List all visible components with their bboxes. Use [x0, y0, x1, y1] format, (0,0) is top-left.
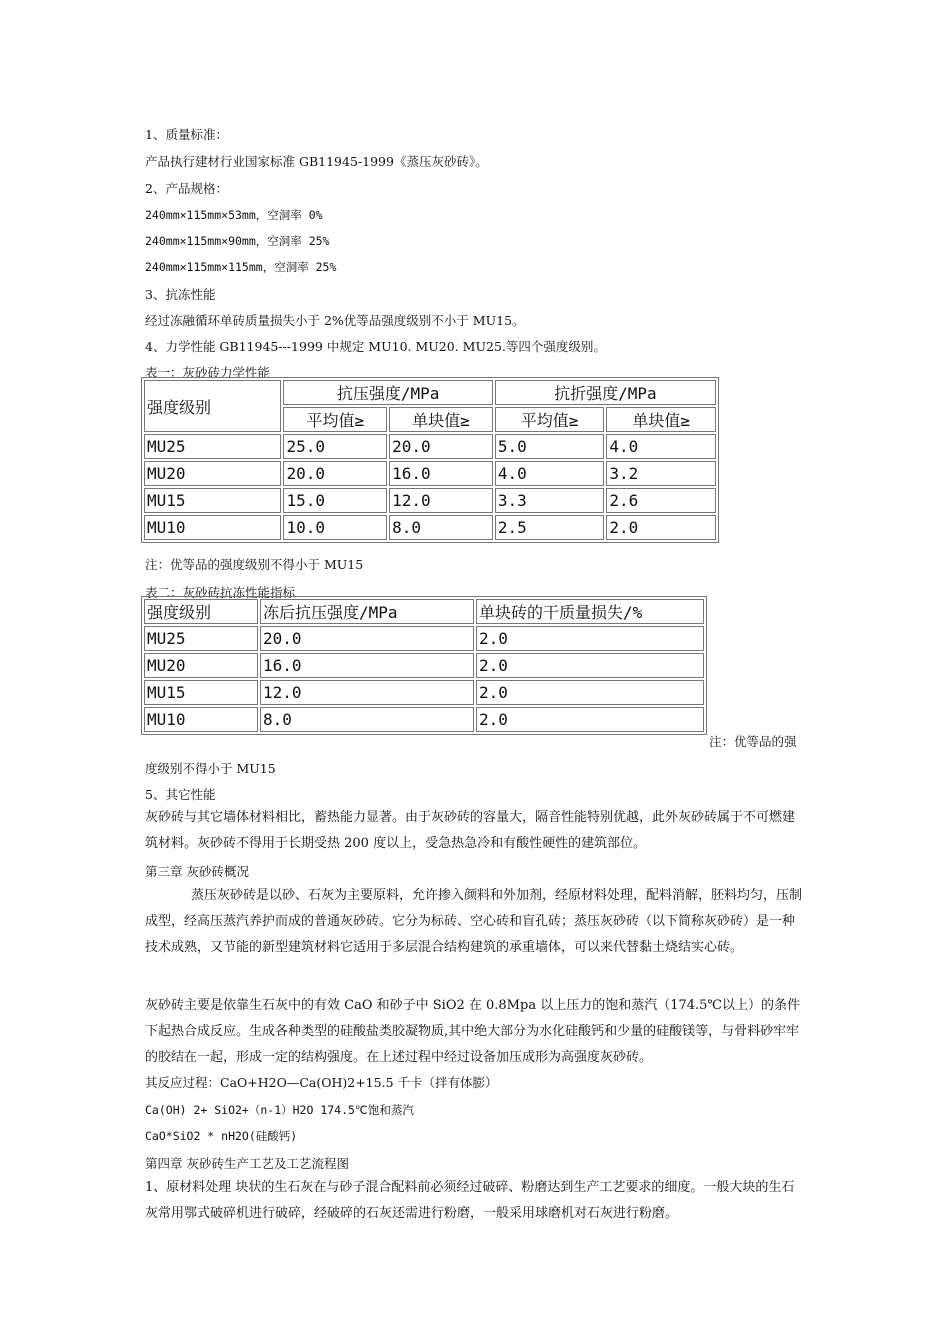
table-cell: 2.0 [476, 680, 704, 705]
table-cell: 12.0 [260, 680, 474, 705]
chapter-4-paragraph-1: 1、原材料处理 块状的生石灰在与砂子混合配料前必须经过破碎、粉磨达到生产工艺要求的细度。一般大块的生石灰常用鄂式破碎机进行破碎，经破碎的石灰还需进行粉磨，一般采用球磨机对石灰进行粉磨。 [145, 1180, 795, 1221]
table-cell: 15.0 [283, 488, 387, 513]
table-mechanical-properties [141, 377, 719, 543]
table-cell: 2.0 [476, 653, 704, 678]
table-cell: 16.0 [260, 653, 474, 678]
section-4-title: 4、力学性能 GB11945---1999 中规定 MU10. MU20. MU25.等四个强度级别。 [145, 339, 606, 354]
table1-avg-header-2: 平均值≥ [495, 407, 605, 432]
table-cell: MU10 [144, 707, 258, 732]
table1-single-header-2: 单块值≥ [606, 407, 716, 432]
section-5-title: 5、其它性能 [145, 787, 216, 802]
section-3-title: 3、抗冻性能 [145, 287, 216, 302]
section-5-paragraph: 灰砂砖与其它墙体材料相比，蓄热能力显著。由于灰砂砖的容量大，隔音性能特别优越，此外灰砂砖属于不可燃建筑材料。灰砂砖不得用于长期受热 200 度以上，受急热急冷和有酸性硬性的建筑部位。 [145, 810, 796, 851]
table-row [144, 626, 704, 651]
table2-caption: 表二：灰砂砖抗冻性能指标 [145, 585, 296, 600]
table-cell: MU25 [144, 626, 258, 651]
table1-compress-header: 抗压强度/MPa [283, 380, 492, 405]
table-cell: MU15 [144, 680, 258, 705]
table-cell: 10.0 [283, 515, 387, 540]
table-cell: MU20 [144, 653, 258, 678]
table1-flex-header: 抗折强度/MPa [495, 380, 716, 405]
reaction-line-2: Ca(OH) 2+ SiO2+（n-1）H2O 174.5℃饱和蒸汽 [145, 1103, 414, 1117]
reaction-line-3: CaO*SiO2 * nH2O(硅酸钙) [145, 1129, 298, 1143]
table-cell: 8.0 [260, 707, 474, 732]
table-row [144, 707, 704, 732]
table-cell: MU15 [144, 488, 281, 513]
table-cell: 4.0 [606, 434, 716, 459]
table-cell: 2.0 [476, 626, 704, 651]
table-cell: 5.0 [495, 434, 605, 459]
table-row [144, 461, 716, 486]
table2-note-part-a: 注：优等品的强 [709, 734, 797, 749]
table-row [144, 515, 716, 540]
table-cell: 3.2 [606, 461, 716, 486]
table-row [144, 434, 716, 459]
chapter-3-paragraph-2: 灰砂砖主要是依靠生石灰中的有效 CaO 和砂子中 SiO2 在 0.8Mpa 以上压力的饱和蒸汽（174.5℃以上）的条件下起热合成反应。生成各种类型的硅酸盐类胶凝物质,其中绝大部分为水化硅酸钙和少量的硅酸镁等，与骨料砂牢牢的胶结在一起，形成一定的结构强度。在上述过程中经过设备加压成形为高强度灰砂砖。 [145, 998, 800, 1065]
table2-header: 冻后抗压强度/MPa [260, 599, 474, 624]
table-cell: 20.0 [283, 461, 387, 486]
table2-header: 强度级别 [144, 599, 258, 624]
table2-note-part-b: 度级别不得小于 MU15 [145, 761, 276, 776]
table1-note: 注：优等品的强度级别不得小于 MU15 [145, 557, 364, 572]
table-cell: 2.6 [606, 488, 716, 513]
table1-single-header: 单块值≥ [389, 407, 493, 432]
table1-grade-header: 强度级别 [144, 380, 281, 432]
table-cell: 2.0 [476, 707, 704, 732]
chapter-3-title: 第三章 灰砂砖概况 [145, 864, 249, 879]
chapter-3-paragraph-1: 蒸压灰砂砖是以砂、石灰为主要原料，允许掺入颜料和外加剂，经原材料处理，配料消解，胚料均匀，压制成型，经高压蒸汽养护而成的普通灰砂砖。它分为标砖、空心砖和盲孔砖；蒸压灰砂砖（以下简称灰砂砖）是一种技术成熟，又节能的新型建筑材料它适用于多层混合结构建筑的承重墙体，可以来代替黏土烧结实心砖。 [145, 888, 803, 955]
table-row [144, 680, 704, 705]
reaction-line-1: 其反应过程：CaO+H2O—Ca(OH)2+15.5 千卡（拌有体膨） [145, 1075, 498, 1090]
table-frost-resistance [141, 596, 707, 735]
table-cell: 20.0 [260, 626, 474, 651]
table-cell: 16.0 [389, 461, 493, 486]
table-cell: MU20 [144, 461, 281, 486]
table-row [144, 653, 704, 678]
table-cell: MU25 [144, 434, 281, 459]
spec-line-3: 240mm×115mm×115mm，空洞率 25% [145, 260, 337, 274]
table2-header: 单块砖的干质量损失/% [476, 599, 704, 624]
table-cell: 20.0 [389, 434, 493, 459]
chapter-4-title: 第四章 灰砂砖生产工艺及工艺流程图 [145, 1156, 349, 1171]
spec-line-2: 240mm×115mm×90mm，空洞率 25% [145, 234, 330, 248]
table-cell: 8.0 [389, 515, 493, 540]
table-cell: 4.0 [495, 461, 605, 486]
table1-caption: 表一：灰砂砖力学性能 [145, 365, 271, 380]
section-2-title: 2、产品规格： [145, 181, 228, 196]
section-3-text: 经过冻融循环单砖质量损失小于 2%优等品强度级别不小于 MU15。 [145, 313, 525, 328]
spec-line-1: 240mm×115mm×53mm，空洞率 0% [145, 208, 323, 222]
table-cell: MU10 [144, 515, 281, 540]
table-cell: 25.0 [283, 434, 387, 459]
table-row [144, 488, 716, 513]
table1-avg-header: 平均值≥ [283, 407, 387, 432]
section-1-text: 产品执行建材行业国家标准 GB11945-1999《蒸压灰砂砖》。 [145, 154, 488, 169]
table-cell: 2.0 [606, 515, 716, 540]
section-1-title: 1、质量标准： [145, 127, 228, 142]
table-cell: 2.5 [495, 515, 605, 540]
table-cell: 3.3 [495, 488, 605, 513]
table-cell: 12.0 [389, 488, 493, 513]
